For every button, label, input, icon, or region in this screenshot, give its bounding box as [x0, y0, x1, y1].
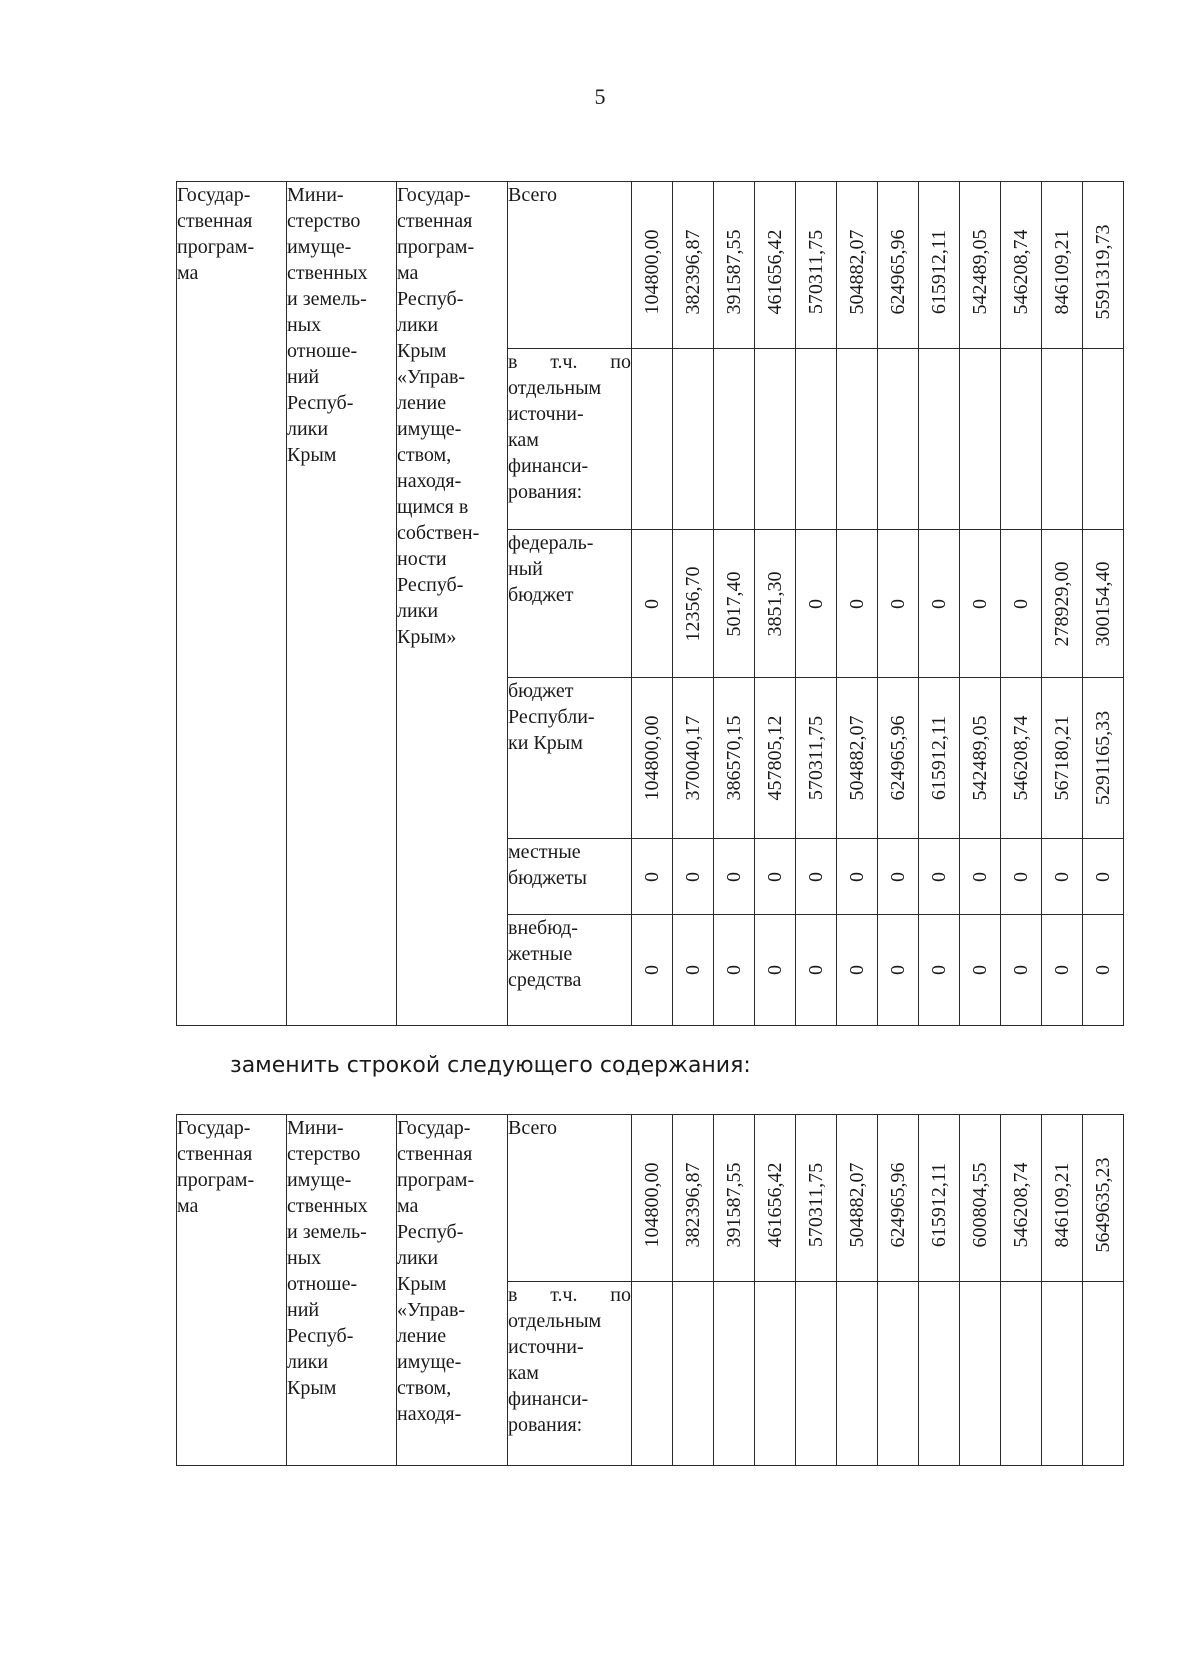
- program-type-cell: [177, 1115, 287, 1466]
- local-value-4: 0: [755, 839, 796, 915]
- text-line: програм-: [397, 236, 475, 258]
- text-line: ности: [397, 548, 447, 570]
- republic-value-6: 504882,07: [837, 678, 878, 839]
- text-line: находя-: [397, 1403, 462, 1425]
- text-line: отдельным: [508, 377, 602, 399]
- text-line: Мини-: [287, 184, 344, 206]
- text-line: Мини-: [287, 1117, 344, 1139]
- text-line: програм-: [177, 1169, 255, 1191]
- extra-value-6: 0: [837, 915, 878, 1026]
- total-value-8: 615912,11: [919, 1115, 960, 1282]
- text-line: источни-: [508, 403, 584, 425]
- total-value-3: 391587,55: [714, 182, 755, 349]
- local-value-5: 0: [796, 839, 837, 915]
- text-line: внебюд-: [508, 917, 578, 939]
- text-line: имуще-: [287, 1169, 352, 1191]
- total-value-11: 846109,21: [1042, 1115, 1083, 1282]
- text-line: федераль-: [508, 532, 594, 554]
- text-line: финанси-: [508, 1388, 589, 1410]
- republic-value-1: 104800,00: [632, 678, 673, 839]
- text-line: Государ-: [177, 184, 251, 206]
- extra-value-12: 0: [1083, 915, 1124, 1026]
- local-value-2: 0: [673, 839, 714, 915]
- text-line: ственная: [177, 1143, 253, 1165]
- text-line: в т.ч. по: [508, 351, 631, 373]
- extra-value-1: 0: [632, 915, 673, 1026]
- text-line: отноше-: [287, 1273, 358, 1295]
- text-line: ки Крым: [508, 732, 583, 754]
- budget-table-old: [176, 181, 1124, 1026]
- text-line: отноше-: [287, 340, 358, 362]
- republic-value-3: 386570,15: [714, 678, 755, 839]
- total-value-12: 5649635,23: [1083, 1115, 1124, 1282]
- total-value-10: 546208,74: [1001, 182, 1042, 349]
- text-line: «Управ-: [397, 1299, 466, 1321]
- extra-value-7: 0: [878, 915, 919, 1026]
- row-label-federal: [508, 530, 632, 678]
- total-value-5: 570311,75: [796, 1115, 837, 1282]
- row-label-local: [508, 839, 632, 915]
- row-label-total: Всего: [508, 182, 632, 349]
- row-label-incl: [508, 349, 632, 530]
- federal-value-5: 0: [796, 530, 837, 678]
- text-line: стерство: [287, 210, 361, 232]
- text-line: рования:: [508, 481, 583, 503]
- total-value-6: 504882,07: [837, 1115, 878, 1282]
- total-value-3: 391587,55: [714, 1115, 755, 1282]
- empty-cell: [632, 1282, 673, 1466]
- local-value-1: 0: [632, 839, 673, 915]
- text-line: бюджет: [508, 584, 574, 606]
- text-line: отдельным: [508, 1310, 602, 1332]
- text-line: Государ-: [177, 1117, 251, 1139]
- empty-cell: [837, 349, 878, 530]
- total-value-1: 104800,00: [632, 1115, 673, 1282]
- text-line: ный: [508, 558, 543, 580]
- text-line: лики: [397, 1247, 439, 1269]
- text-line: ственная: [177, 210, 253, 232]
- text-line: програм-: [177, 236, 255, 258]
- text-line: Респуб-: [287, 392, 354, 414]
- text-line: средства: [508, 969, 582, 991]
- extra-value-2: 0: [673, 915, 714, 1026]
- empty-cell: [673, 1282, 714, 1466]
- empty-cell: [919, 349, 960, 530]
- empty-cell: [1083, 349, 1124, 530]
- republic-value-9: 542489,05: [960, 678, 1001, 839]
- empty-cell: [714, 349, 755, 530]
- empty-cell: [878, 1282, 919, 1466]
- empty-cell: [755, 1282, 796, 1466]
- local-value-7: 0: [878, 839, 919, 915]
- text-line: ных: [287, 1247, 322, 1269]
- text-line: Государ-: [397, 184, 471, 206]
- executor-cell: [287, 1115, 397, 1466]
- text-line: финанси-: [508, 455, 589, 477]
- budget-table-new: [176, 1114, 1124, 1466]
- text-line: ма: [177, 1195, 199, 1217]
- row-label-incl: [508, 1282, 632, 1466]
- text-line: Респуб-: [287, 1325, 354, 1347]
- text-line: Государ-: [397, 1117, 471, 1139]
- federal-value-11: 278929,00: [1042, 530, 1083, 678]
- local-value-6: 0: [837, 839, 878, 915]
- federal-value-7: 0: [878, 530, 919, 678]
- text-line: Крым: [287, 1377, 337, 1399]
- text-line: ление: [397, 1325, 447, 1347]
- text-line: источни-: [508, 1336, 584, 1358]
- total-value-9: 542489,05: [960, 182, 1001, 349]
- text-line: Респуб-: [397, 1221, 464, 1243]
- federal-value-10: 0: [1001, 530, 1042, 678]
- local-value-3: 0: [714, 839, 755, 915]
- text-line: ных: [287, 314, 322, 336]
- total-value-5: 570311,75: [796, 182, 837, 349]
- text-line: ний: [287, 366, 320, 388]
- empty-cell: [1083, 1282, 1124, 1466]
- program-name-cell: [397, 182, 508, 1026]
- empty-cell: [714, 1282, 755, 1466]
- text-line: и земель-: [287, 288, 367, 310]
- local-value-10: 0: [1001, 839, 1042, 915]
- text-line: лики: [287, 1351, 329, 1373]
- empty-cell: [878, 349, 919, 530]
- text-line: лики: [287, 418, 329, 440]
- empty-cell: [960, 1282, 1001, 1466]
- total-value-4: 461656,42: [755, 1115, 796, 1282]
- page-number: 5: [594, 84, 606, 109]
- total-value-1: 104800,00: [632, 182, 673, 349]
- empty-cell: [796, 349, 837, 530]
- text-line: ма: [397, 1195, 419, 1217]
- republic-value-2: 370040,17: [673, 678, 714, 839]
- text-line: Крым: [287, 444, 337, 466]
- text-line: ма: [177, 262, 199, 284]
- text-line: ством,: [397, 1377, 452, 1399]
- executor-cell: [287, 182, 397, 1026]
- text-line: Крым: [397, 1273, 447, 1295]
- total-value-12: 5591319,73: [1083, 182, 1124, 349]
- text-line: ственных: [287, 262, 368, 284]
- local-value-12: 0: [1083, 839, 1124, 915]
- text-line: имуще-: [397, 1351, 462, 1373]
- replace-note: заменить строкой следующего содержания:: [230, 1053, 751, 1078]
- text-line: жетные: [508, 943, 573, 965]
- text-line: стерство: [287, 1143, 361, 1165]
- text-line: ственная: [397, 210, 473, 232]
- text-line: Крым»: [397, 626, 457, 648]
- local-value-8: 0: [919, 839, 960, 915]
- text-line: ний: [287, 1299, 320, 1321]
- republic-value-10: 546208,74: [1001, 678, 1042, 839]
- extra-value-11: 0: [1042, 915, 1083, 1026]
- total-value-8: 615912,11: [919, 182, 960, 349]
- federal-value-8: 0: [919, 530, 960, 678]
- text-line: в т.ч. по: [508, 1284, 631, 1306]
- text-line: кам: [508, 1362, 539, 1384]
- text-line: ством,: [397, 444, 452, 466]
- row-label-extra: [508, 915, 632, 1026]
- text-line: лики: [397, 314, 439, 336]
- text-line: находя-: [397, 470, 462, 492]
- total-value-11: 846109,21: [1042, 182, 1083, 349]
- text-line: ственная: [397, 1143, 473, 1165]
- text-line: имуще-: [287, 236, 352, 258]
- row-label-total: Всего: [508, 1115, 632, 1282]
- text-line: имуще-: [397, 418, 462, 440]
- republic-value-7: 624965,96: [878, 678, 919, 839]
- republic-value-4: 457805,12: [755, 678, 796, 839]
- text-line: ление: [397, 392, 447, 414]
- federal-value-6: 0: [837, 530, 878, 678]
- total-value-2: 382396,87: [673, 182, 714, 349]
- extra-value-4: 0: [755, 915, 796, 1026]
- extra-value-9: 0: [960, 915, 1001, 1026]
- extra-value-8: 0: [919, 915, 960, 1026]
- text-line: бюджет: [508, 680, 574, 702]
- empty-cell: [1042, 349, 1083, 530]
- text-line: кам: [508, 429, 539, 451]
- total-value-7: 624965,96: [878, 182, 919, 349]
- extra-value-10: 0: [1001, 915, 1042, 1026]
- text-line: местные: [508, 841, 581, 863]
- empty-cell: [632, 349, 673, 530]
- extra-value-3: 0: [714, 915, 755, 1026]
- republic-value-12: 5291165,33: [1083, 678, 1124, 839]
- total-value-4: 461656,42: [755, 182, 796, 349]
- total-value-2: 382396,87: [673, 1115, 714, 1282]
- text-line: Респуб-: [397, 288, 464, 310]
- text-line: ственных: [287, 1195, 368, 1217]
- program-type-cell: [177, 182, 287, 1026]
- empty-cell: [796, 1282, 837, 1466]
- text-line: Респуб-: [397, 574, 464, 596]
- text-line: ма: [397, 262, 419, 284]
- empty-cell: [960, 349, 1001, 530]
- total-value-10: 546208,74: [1001, 1115, 1042, 1282]
- total-value-9: 600804,55: [960, 1115, 1001, 1282]
- empty-cell: [837, 1282, 878, 1466]
- local-value-11: 0: [1042, 839, 1083, 915]
- federal-value-12: 300154,40: [1083, 530, 1124, 678]
- text-line: рования:: [508, 1414, 583, 1436]
- empty-cell: [1042, 1282, 1083, 1466]
- total-value-7: 624965,96: [878, 1115, 919, 1282]
- republic-value-8: 615912,11: [919, 678, 960, 839]
- federal-value-4: 3851,30: [755, 530, 796, 678]
- text-line: Республи-: [508, 706, 595, 728]
- text-line: щимся в: [397, 496, 469, 518]
- text-line: собствен-: [397, 522, 480, 544]
- federal-value-2: 12356,70: [673, 530, 714, 678]
- text-line: програм-: [397, 1169, 475, 1191]
- row-label-republic: [508, 678, 632, 839]
- empty-cell: [1001, 1282, 1042, 1466]
- text-line: лики: [397, 600, 439, 622]
- republic-value-11: 567180,21: [1042, 678, 1083, 839]
- federal-value-3: 5017,40: [714, 530, 755, 678]
- federal-value-1: 0: [632, 530, 673, 678]
- local-value-9: 0: [960, 839, 1001, 915]
- text-line: бюджеты: [508, 867, 587, 889]
- text-line: и земель-: [287, 1221, 367, 1243]
- text-line: «Управ-: [397, 366, 466, 388]
- program-name-cell: [397, 1115, 508, 1466]
- empty-cell: [755, 349, 796, 530]
- republic-value-5: 570311,75: [796, 678, 837, 839]
- empty-cell: [673, 349, 714, 530]
- empty-cell: [1001, 349, 1042, 530]
- empty-cell: [919, 1282, 960, 1466]
- extra-value-5: 0: [796, 915, 837, 1026]
- federal-value-9: 0: [960, 530, 1001, 678]
- total-value-6: 504882,07: [837, 182, 878, 349]
- text-line: Крым: [397, 340, 447, 362]
